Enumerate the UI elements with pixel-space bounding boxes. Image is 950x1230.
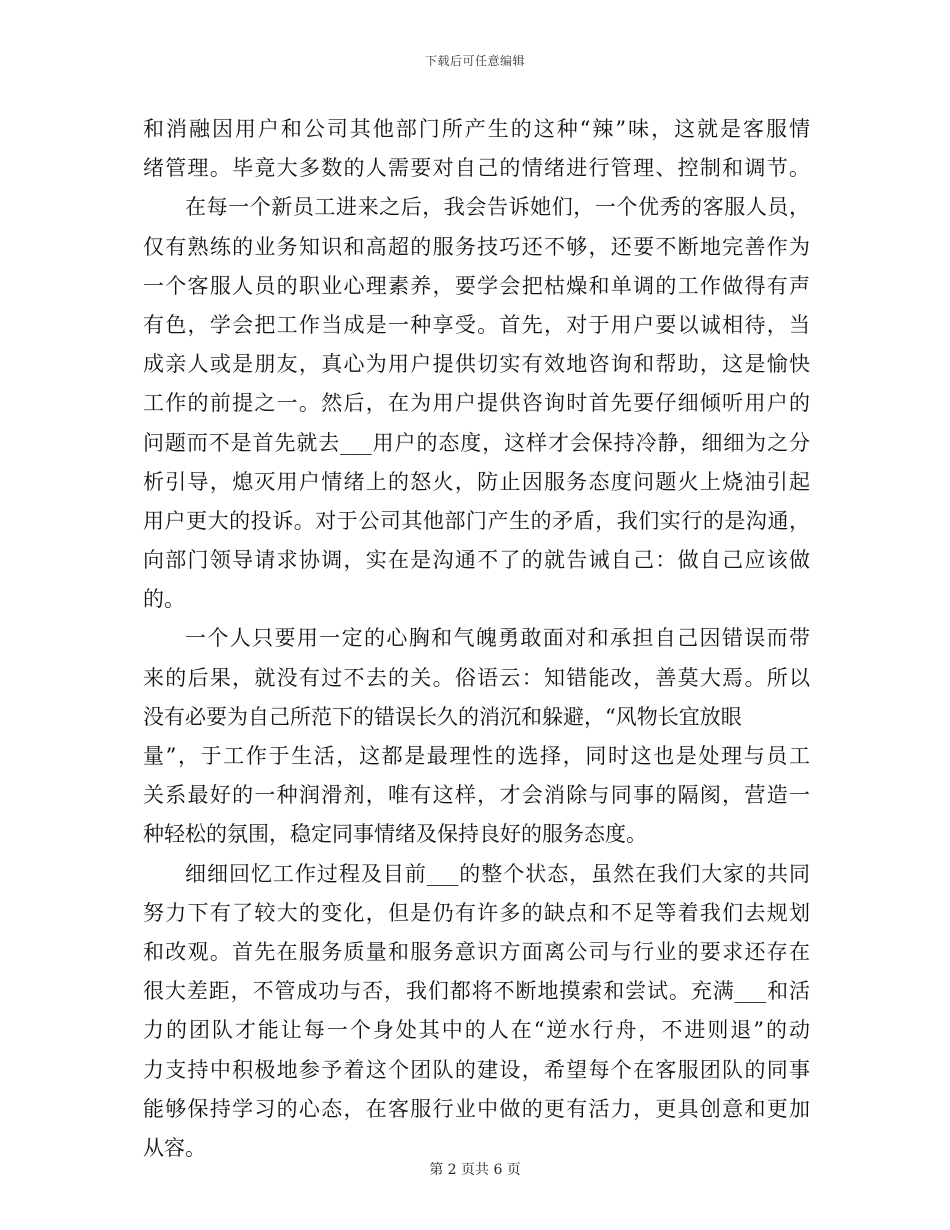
text-line: 有色，学会把工作当成是一种享受。首先，对于用户要以诚相待，当 (143, 312, 810, 337)
text-line: 努力下有了较大的变化，但是仍有许多的缺点和不足等着我们去规划 (143, 900, 810, 925)
text-line: 成亲人或是朋友，真心为用户提供切实有效地咨询和帮助，这是愉快 (143, 352, 810, 377)
text-line: 和改观。首先在服务质量和服务意识方面离公司与行业的要求还存在 (143, 939, 810, 964)
text-line: 仅有熟练的业务知识和高超的服务技巧还不够，还要不断地完善作为 (143, 234, 810, 259)
text-line: 来的后果，就没有过不去的关。俗语云：知错能改，善莫大焉。所以 (143, 665, 810, 690)
text-line: 的。 (143, 587, 185, 612)
text-line: 用户更大的投诉。对于公司其他部门产生的矛盾，我们实行的是沟通， (143, 508, 810, 533)
text-line: 没有必要为自己所范下的错误长久的消沉和躲避，“风物长宜放眼 (143, 704, 742, 729)
text-line: 一个客服人员的职业心理素养，要学会把枯燥和单调的工作做得有声 (143, 273, 810, 298)
text-line: 向部门领导请求协调，实在是沟通不了的就告诫自己：做自己应该做 (143, 548, 810, 573)
text-line: 量”，于工作于生活，这都是最理性的选择，同时这也是处理与员工 (143, 744, 810, 768)
text-line: 析引导，熄灭用户情绪上的怒火，防止因服务态度问题火上烧油引起 (143, 469, 810, 494)
text-line: 种轻松的氛围，稳定同事情绪及保持良好的服务态度。 (143, 822, 647, 847)
text-line: 工作的前提之一。然后，在为用户提供咨询时首先要仔细倾听用户的 (143, 391, 810, 416)
text-line: 在每一个新员工进来之后，我会告诉她们，一个优秀的客服人员， (185, 195, 810, 220)
document-body (143, 110, 810, 1168)
text-line: 绪管理。毕竟大多数的人需要对自己的情绪进行管理、控制和调节。 (143, 156, 810, 181)
page-footer: 第 2 页共 6 页 (429, 1162, 521, 1178)
text-line: 问题而不是首先就去___用户的态度，这样才会保持冷静，细细为之分 (143, 430, 810, 455)
text-line: 从容。 (143, 1135, 206, 1160)
text-line: 一个人只要用一定的心胸和气魄勇敢面对和承担自己因错误而带 (185, 626, 810, 651)
text-line: 力的团队才能让每一个身处其中的人在“逆水行舟，不进则退”的动 (143, 1018, 810, 1043)
page-header: 下载后可任意编辑 (424, 54, 525, 68)
text-line: 力支持中积极地参予着这个团队的建设，希望每个在客服团队的同事 (143, 1057, 810, 1082)
text-line: 很大差距，不管成功与否，我们都将不断地摸索和尝试。充满___和活 (143, 979, 810, 1004)
text-line: 细细回忆工作过程及目前___的整个状态，虽然在我们大家的共同 (185, 861, 810, 886)
text-line: 和消融因用户和公司其他部门所产生的这种“辣”味，这就是客服情 (143, 117, 810, 141)
text-line: 关系最好的一种润滑剂，唯有这样，才会消除与同事的隔阂，营造一 (143, 783, 810, 808)
text-line: 能够保持学习的心态，在客服行业中做的更有活力，更具创意和更加 (143, 1096, 810, 1121)
